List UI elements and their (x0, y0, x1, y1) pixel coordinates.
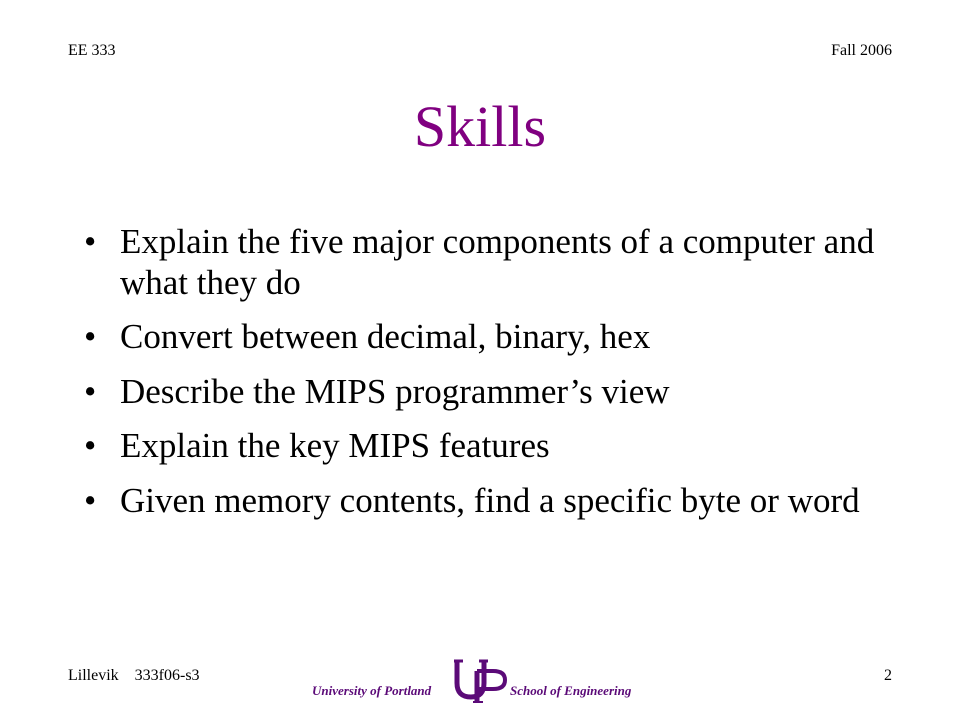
bullet-text: Explain the five major components of a computer and what they do (120, 222, 875, 302)
bullet-text: Given memory contents, find a specific byte or word (120, 480, 860, 520)
logo-school-text: School of Engineering (510, 683, 632, 698)
bullet-icon: • (84, 426, 97, 466)
bullet-item (84, 426, 904, 467)
bullet-text: Explain the key MIPS features (120, 426, 550, 466)
term: Fall 2006 (831, 42, 892, 59)
bullet-text: Describe the MIPS programmer’s view (120, 371, 670, 411)
course-code: EE 333 (68, 42, 116, 59)
up-monogram-icon (453, 657, 509, 703)
bullet-icon: • (84, 371, 97, 411)
university-logo (312, 657, 648, 703)
logo-university-text: University of Portland (312, 683, 432, 698)
bullet-text: Convert between decimal, binary, hex (120, 317, 651, 357)
page-number: 2 (884, 667, 892, 684)
bullet-item (84, 481, 904, 522)
bullet-icon: • (84, 317, 97, 357)
bullet-item (84, 372, 904, 413)
bullet-item (84, 222, 904, 303)
bullet-item (84, 317, 904, 358)
slide-title: Skills (413, 94, 547, 159)
author-file-label: Lillevik 333f06-s3 (68, 667, 200, 684)
bullet-icon: • (84, 480, 97, 520)
bullet-icon: • (84, 222, 97, 261)
bullet-list (84, 222, 904, 536)
